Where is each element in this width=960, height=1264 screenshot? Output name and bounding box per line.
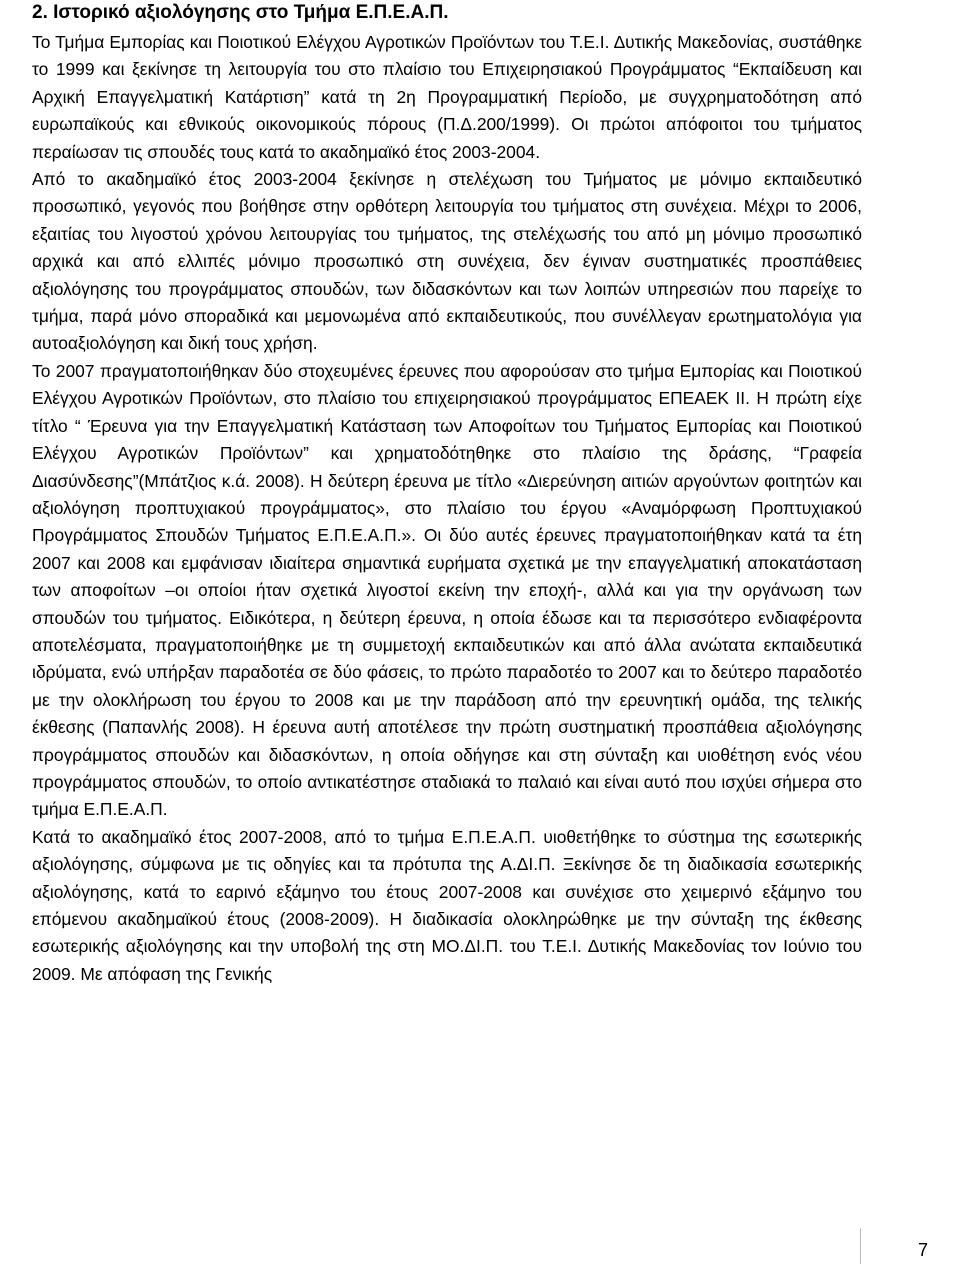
section-heading: [32, 0, 862, 29]
paragraph-research-2007: Το 2007 πραγματοποιήθηκαν δύο στοχευμένες έρευνες που αφορούσαν στο τμήμα Εμπορίας και Ποιοτικού Ελέγχου Αγροτικών Προϊόντων, στο πλαίσιο του επιχειρησιακού προγράμματος ΕΠΕΑΕΚ ΙΙ. Η πρώτη είχε τίτλο “ Έρευνα για την Επαγγελματική Κατάσταση των Αποφοίτων του Τμήματος Εμπορίας και Ποιοτικού Ελέγχου Αγροτικών Προϊόντων” και χρηματοδότηθηκε στο πλαίσιο της δράσης, “Γραφεία Διασύνδεσης”(Μπάτζιος κ.ά. 2008). Η δεύτερη έρευνα με τίτλο «Διερεύνηση αιτιών αργούντων φοιτητών και αξιολόγηση προπτυχιακού προγράμματος», στο πλαίσιο του έργου «Αναμόρφωση Προπτυχιακού Προγράμματος Σπουδών Τμήματος Ε.Π.Ε.Α.Π.». Οι δύο αυτές έρευνες πραγματοποιήθηκαν κατά τα έτη 2007 και 2008 και εμφάνισαν ιδιαίτερα σημαντικά ευρήματα σχετικά με την επαγγελματική αποκατάσταση των αποφοίτων –οι οποίοι ήταν σχετικά λιγοστοί εκείνη την εποχή-, αλλά και για την οργάνωση των σπουδών του τμήματος. Ειδικότερα, η δεύτερη έρευνα, η οποία έδωσε και τα περισσότερο ενδιαφέροντα αποτελέσματα, πραγματοποιήθηκε με τη συμμετοχή εκπαιδευτικών και από άλλα ανώτατα εκπαιδευτικά ιδρύματα, ενώ υπήρξαν παραδοτέα σε δύο φάσεις, το πρώτο παραδοτέο το 2007 και το δεύτερο παραδοτέο με την ολοκλήρωση του έργου το 2008 και με την παράδοση από την ερευνητική ομάδα, της τελικής έκθεσης (Παπανλής 2008). Η έρευνα αυτή αποτέλεσε την πρώτη συστηματική προσπάθεια αξιολόγησης προγράμματος σπουδών και διδασκόντων, η οποία οδήγησε και στη σύνταξη και υιοθέτηση ενός νέου προγράμματος σπουδών, το οποίο αντικατέστησε σταδιακά το παλαιό και είναι αυτό που ισχύει σήμερα στο τμήμα Ε.Π.Ε.Α.Π.: [32, 360, 862, 820]
page-number-divider: [860, 1228, 861, 1264]
paragraph-internal-evaluation: Κατά το ακαδημαϊκό έτος 2007-2008, από το τμήμα Ε.Π.Ε.Α.Π. υιοθετήθηκε το σύστημα της εσωτερικής αξιολόγησης, σύμφωνα με τις οδηγίες και τα πρότυπα της Α.ΔΙ.Π. Ξεκίνησε δε τη διαδικασία εσωτερικής αξιολόγησης, κατά το εαρινό εξάμηνο του έτους 2007-2008 και συνέχισε στο χειμερινό εξάμηνο του επόμενου ακαδημαϊκού έτους (2008-2009). Η διαδικασία ολοκληρώθηκε με την σύνταξη της έκθεσης εσωτερικής αξιολόγησης και την υποβολή της στη ΜΟ.ΔΙ.Π. του Τ.Ε.Ι. Δυτικής Μακεδονίας τον Ιούνιο του 2009. Με απόφαση της Γενικής: [32, 826, 862, 984]
paragraph-history-founding: Το Τμήμα Εμπορίας και Ποιοτικού Ελέγχου Αγροτικών Προϊόντων του Τ.Ε.Ι. Δυτικής Μακεδονίας, συστάθηκε το 1999 και ξεκίνησε τη λειτουργία του στο πλαίσιο του Επιχειρησιακού Προγράμματος “Εκπαίδευση και Αρχική Επαγγελματική Κατάρτιση” κατά τη 2η Προγραμματική Περίοδο, με συγχρηματοδότηση από ευρωπαϊκούς και εθνικούς οικονομικούς πόρους (Π.Δ.200/1999). Οι πρώτοι απόφοιτοι του τμήματος περαίωσαν τις σπουδές τους κατά το ακαδημαϊκό έτος 2003-2004.: [32, 32, 862, 162]
page-number: 7: [918, 1240, 929, 1260]
paragraph-staffing: Από το ακαδημαϊκό έτος 2003-2004 ξεκίνησε η στελέχωση του Τμήματος με μόνιμο εκπαιδευτικό προσωπικό, γεγονός που βοήθησε στην ορθότερη λειτουργία του τμήματος στη συνέχεια. Μέχρι το 2006, εξαιτίας του λιγοστού χρόνου λειτουργίας του τμήματος, της στελέχωσής του από μη μόνιμο προσωπικό αρχικά και από ελλιπές μόνιμο προσωπικό στη συνέχεια, δεν έγιναν συστηματικές προσπάθειες αξιολόγησης του προγράμματος σπουδών, των διδασκόντων και των λοιπών υπηρεσιών που παρείχε το τμήμα, παρά μόνο σποραδικά και μεμονωμένα από εκπαιδευτικούς, που συνέλλεγαν ερωτηματολόγια για αυτοαξιολόγηση και δική τους χρήση.: [32, 169, 862, 354]
section-number: 2.: [32, 2, 48, 23]
document-page: [32, 0, 862, 988]
section-title: Ιστορικό αξιολόγησης στο Τμήμα Ε.Π.Ε.Α.Π.: [53, 2, 449, 23]
